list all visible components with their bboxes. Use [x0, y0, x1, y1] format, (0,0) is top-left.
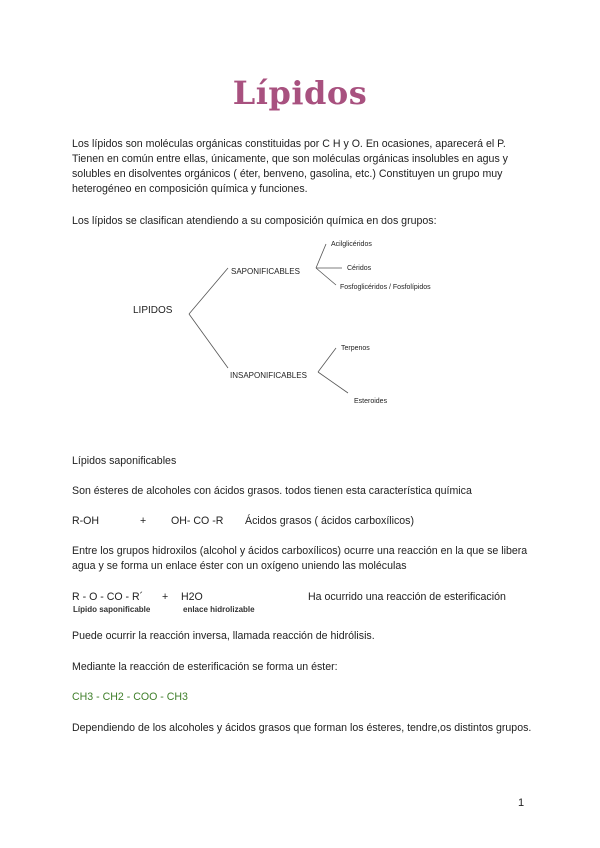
diagram-root: LIPIDOS	[133, 305, 173, 316]
classification-sentence: Los lípidos se clasifican atendiendo a su composición química en dos grupos:	[72, 215, 437, 227]
reaction-paragraph: Entre los grupos hidroxilos (alcohol y ácidos carboxílicos) ocurre una reacción en la que se libera agua y se forma un enlace éster con un oxígeno uniendo las moléculas	[72, 545, 528, 572]
equation-2-note: Ha ocurrido una reacción de esterificación	[308, 591, 506, 603]
equation-2-label-b: enlace hidrolizable	[183, 605, 255, 614]
equation-2-term-b: H2O	[181, 591, 203, 603]
branch-line	[189, 268, 228, 314]
page-title: Lípidos	[232, 74, 368, 112]
page-number: 1	[518, 797, 525, 809]
equation-2-plus: +	[162, 591, 169, 603]
closing-paragraph: Dependiendo de los alcoholes y ácidos grasos que forman los ésteres, tendre,os distintos grupos.	[72, 722, 532, 734]
branch-line	[318, 348, 336, 372]
diagram-leaf: Céridos	[347, 265, 372, 272]
branch-line	[189, 314, 228, 368]
equation-2-term-a: R - O - CO - R´	[72, 591, 144, 603]
diagram-saponificables: SAPONIFICABLES	[231, 267, 300, 276]
diagram-leaf: Esteroides	[354, 398, 388, 405]
ester-formula: CH3 - CH2 - COO - CH3	[72, 691, 188, 703]
diagram-leaf: Fosfoglicéridos / Fosfolípidos	[340, 284, 431, 291]
equation-2-label-a: Lípido saponificable	[73, 605, 151, 614]
branch-line	[318, 372, 348, 393]
equation-1-term-a: R-OH	[72, 515, 100, 527]
branch-line	[316, 268, 336, 285]
equation-1-term-b: OH- CO -R	[171, 515, 224, 527]
saponificables-definition: Son ésteres de alcoholes con ácidos grasos. todos tienen esta característica química	[72, 485, 472, 497]
lipid-classification-diagram	[0, 230, 600, 415]
section-heading: Lípidos saponificables	[72, 455, 177, 467]
inverse-reaction-text: Puede ocurrir la reacción inversa, llamada reacción de hidrólisis.	[72, 630, 375, 642]
intro-paragraph: Los lípidos son moléculas orgánicas constituidas por C H y O. En ocasiones, aparecerá el P. Tienen en común entre ellas, únicamente, que son moléculas orgánicas insolubles en agus y solubles en disolventes orgánicos ( éter, benveno, gasolina, etc.) Constituyen un grupo muy heterogéneo en composición química y funciones.	[72, 138, 508, 195]
ester-intro-text: Mediante la reacción de esterificación se forma un éster:	[72, 661, 338, 673]
diagram-leaf: Acilglicéridos	[331, 241, 372, 248]
diagram-insaponificables: INSAPONIFICABLES	[230, 371, 307, 380]
equation-1-description: Ácidos grasos ( ácidos carboxílicos)	[245, 515, 414, 527]
equation-1-plus: +	[140, 515, 147, 527]
diagram-leaf: Terpenos	[341, 345, 370, 352]
branch-line	[316, 244, 326, 268]
